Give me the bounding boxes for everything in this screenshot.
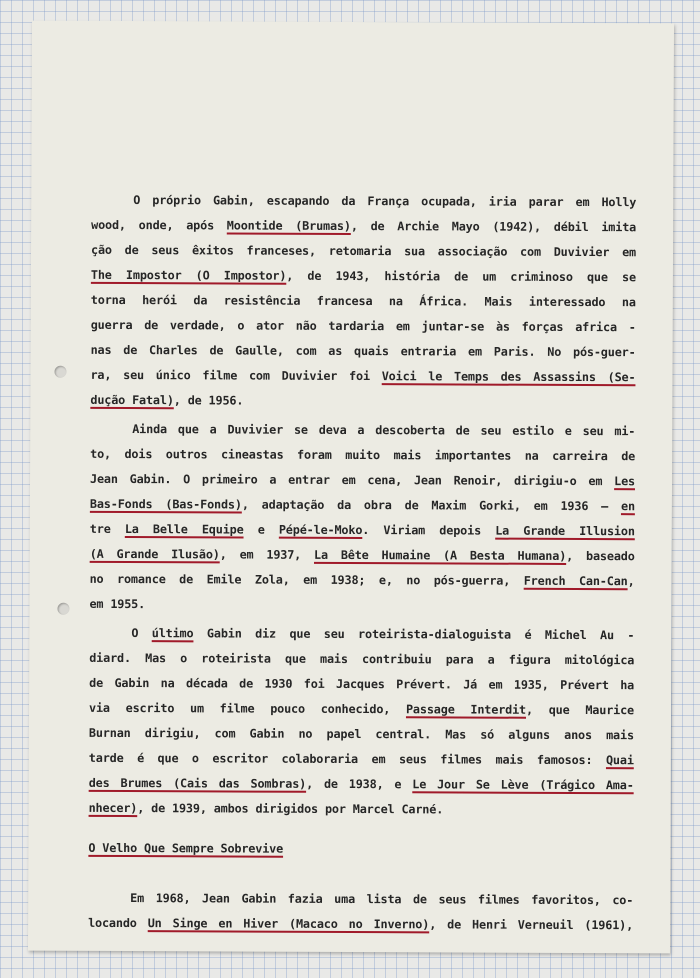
- text-line: [90, 447, 635, 469]
- underlined-title: nhecer): [88, 800, 138, 816]
- text-line: [91, 243, 636, 265]
- section-heading: [88, 841, 633, 863]
- text-line: [90, 497, 635, 519]
- underlined-title: último: [151, 626, 194, 641]
- text-line: [130, 891, 633, 913]
- underlined-title: La Belle Equipe: [124, 522, 244, 537]
- document-page: [28, 21, 674, 954]
- text-line: [90, 522, 635, 544]
- text-segment: ra, seu único filme com Duvivier foi: [90, 367, 382, 384]
- text-segment: O: [131, 626, 152, 641]
- underlined-title: Le Jour Se Lève (Trágico Ama-: [412, 777, 634, 793]
- typed-text: [32, 21, 674, 933]
- text-line: [90, 572, 635, 594]
- text-segment: de Gabin na década de 1930 foi Jacques Prévert. Já em 1935, Prévert ha: [89, 675, 635, 693]
- text-line: [91, 318, 636, 340]
- text-segment: , de 1938, e: [306, 776, 413, 792]
- text-line: [89, 801, 634, 823]
- text-segment: Burnan dirigiu, com Gabin no papel central. Mas só alguns anos mais: [88, 725, 634, 743]
- text-segment: Jean Gabin. O primeiro a entrar em cena, Jean Renoir, dirigiu-o em: [90, 471, 615, 489]
- text-segment: torna herói da resistência francesa na África. Mais interessado na: [90, 292, 636, 310]
- text-segment: guerra de verdade, o ator não tardaria em juntar-se às forças africa -: [90, 317, 636, 335]
- underlined-title: en: [620, 499, 635, 514]
- underlined-title: Un Singe en Hiver (Macaco no Inverno): [147, 916, 430, 932]
- text-segment: , baseado: [566, 548, 635, 564]
- text-segment: diard. Mas o roteirista que mais contribuiu para a figura mitológica: [89, 650, 635, 668]
- text-line: [89, 726, 634, 748]
- text-segment: via escrito um filme pouco conhecido,: [89, 700, 407, 717]
- text-line: [89, 776, 634, 798]
- text-segment: Ainda que a Duvivier se deva a descoberta de seu estilo e seu mi-: [132, 422, 636, 439]
- text-line: [90, 368, 635, 390]
- text-segment: , adaptação da obra de Maxim Gorki, em 1936 —: [241, 497, 622, 514]
- text-line: [91, 343, 636, 365]
- text-line: [90, 393, 635, 415]
- text-segment: , de Henri Verneuil (1961),: [429, 917, 634, 933]
- underlined-title: The Impostor (O Impostor): [90, 267, 287, 283]
- text-line: [91, 293, 636, 315]
- underlined-title: Moontide (Brumas): [226, 218, 351, 233]
- text-segment: to, dois outros cineastas foram muito mais importantes na carreira de: [90, 446, 636, 464]
- underlined-title: O Velho Que Sempre Sobrevive: [88, 840, 284, 856]
- text-segment: no romance de Emile Zola, em 1938; e, no pós-guerra,: [89, 571, 524, 588]
- text-segment: , de 1956.: [173, 393, 244, 408]
- text-segment: e: [243, 522, 279, 537]
- text-segment: tre: [89, 521, 125, 537]
- text-line: [90, 472, 635, 494]
- underlined-title: French Can-Can: [523, 573, 628, 589]
- text-line: [89, 676, 634, 698]
- text-segment: , de 1939, ambos dirigidos por Marcel Carné.: [137, 801, 444, 817]
- text-line: [89, 597, 634, 619]
- text-segment: , que Maurice: [526, 702, 635, 718]
- text-segment: ,: [627, 574, 635, 589]
- underlined-title: La Grande Illusion: [495, 523, 635, 539]
- text-segment: tarde é que o escritor colaboraria em seus filmes mais famosos:: [88, 750, 607, 768]
- underlined-title: Voici le Temps des Assassins (Se-: [381, 369, 636, 385]
- text-segment: Gabin diz que seu roteirista-dialoguista é Michel Au -: [193, 626, 635, 643]
- underlined-title: La Bête Humaine (A Besta Humana): [314, 547, 567, 563]
- underlined-title: dução Fatal): [90, 392, 174, 408]
- text-line: [89, 651, 634, 673]
- text-line: [89, 701, 634, 723]
- text-segment: ção de seus êxitos franceses, retomaria sua associação com Duvivier em: [91, 242, 637, 260]
- text-segment: , em 1937,: [219, 547, 315, 562]
- text-segment: O próprio Gabin, escapando da França ocupada, iria parar em Holly: [133, 193, 637, 210]
- underlined-title: des Brumes (Cais das Sombras): [88, 775, 307, 791]
- text-segment: locando: [88, 915, 148, 931]
- underlined-title: (A Grande Ilusão): [89, 546, 220, 562]
- binder-hole: [57, 603, 69, 615]
- text-segment: Em 1968, Jean Gabin fazia uma lista de seus filmes favoritos, co-: [130, 891, 634, 908]
- text-line: [91, 268, 636, 290]
- underlined-title: Les: [614, 474, 636, 489]
- text-line: [88, 916, 633, 938]
- text-line: [91, 218, 636, 240]
- underlined-title: Quai: [605, 753, 634, 768]
- text-segment: wood, onde, após: [91, 217, 227, 233]
- underlined-title: Passage Interdit: [405, 702, 527, 717]
- underlined-title: Bas-Fonds (Bas-Fonds): [89, 496, 242, 512]
- text-segment: , de Archie Mayo (1942), débil imita: [350, 218, 637, 235]
- underlined-title: Pépé-le-Moko: [278, 522, 363, 538]
- text-segment: . Viriam depois: [362, 523, 496, 538]
- text-segment: , de 1943, história de um criminoso que se: [286, 268, 636, 285]
- text-line: [132, 422, 635, 444]
- text-segment: em 1955.: [89, 596, 146, 612]
- text-line: [89, 751, 634, 773]
- text-line: [90, 547, 635, 569]
- binder-hole: [54, 366, 66, 378]
- text-segment: nas de Charles de Gaulle, com as quais entraria em Paris. No pós-guer-: [90, 342, 636, 360]
- text-line: [131, 626, 634, 648]
- text-line: [133, 193, 636, 215]
